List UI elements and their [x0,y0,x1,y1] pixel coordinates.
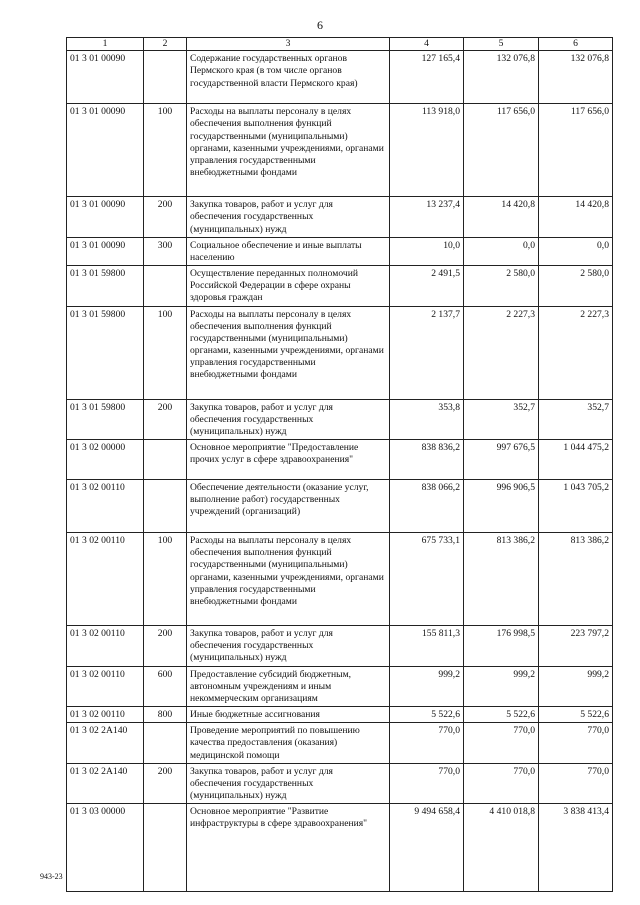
row-code: 01 3 03 00000 [67,804,144,892]
row-name: Расходы на выплаты персоналу в целях обеспечения выполнения функций государственными (муниципальными) органами, казенными учреждениями, органами управления государственными внебюджетными фондами [187,533,390,626]
row-code: 01 3 01 59800 [67,306,144,399]
header-col-4: 4 [390,38,464,51]
row-type [144,440,187,480]
row-value-4: 838 066,2 [390,480,464,533]
table-header-row [67,38,613,51]
row-name: Закупка товаров, работ и услуг для обеспечения государственных (муниципальных) нужд [187,626,390,667]
row-value-5: 4 410 018,8 [464,804,539,892]
row-value-6: 5 522,6 [539,707,613,723]
table-row [67,707,613,723]
row-code: 01 3 01 59800 [67,266,144,307]
row-name: Проведение мероприятий по повышению качества предоставления (оказания) медицинской помощи [187,723,390,764]
row-type: 100 [144,104,187,197]
row-value-5: 176 998,5 [464,626,539,667]
row-code: 01 3 02 2А140 [67,763,144,804]
row-value-4: 838 836,2 [390,440,464,480]
row-value-5: 770,0 [464,763,539,804]
row-value-6: 1 043 705,2 [539,480,613,533]
row-value-4: 2 137,7 [390,306,464,399]
row-value-5: 999,2 [464,666,539,707]
table-row [67,804,613,892]
row-value-5: 813 386,2 [464,533,539,626]
row-value-5: 996 906,5 [464,480,539,533]
table-row [67,237,613,265]
row-name: Закупка товаров, работ и услуг для обеспечения государственных (муниципальных) нужд [187,399,390,440]
table-row [67,197,613,238]
row-value-5: 0,0 [464,237,539,265]
row-value-6: 770,0 [539,723,613,764]
row-value-4: 5 522,6 [390,707,464,723]
row-name: Осуществление переданных полномочий Российской Федерации в сфере охраны здоровья граждан [187,266,390,307]
row-value-5: 352,7 [464,399,539,440]
row-value-6: 770,0 [539,763,613,804]
row-code: 01 3 02 00110 [67,707,144,723]
row-value-6: 1 044 475,2 [539,440,613,480]
row-name: Основное мероприятие "Предоставление прочих услуг в сфере здравоохранения" [187,440,390,480]
row-code: 01 3 02 00110 [67,480,144,533]
row-type: 300 [144,237,187,265]
row-value-6: 813 386,2 [539,533,613,626]
row-code: 01 3 01 00090 [67,197,144,238]
row-value-4: 770,0 [390,723,464,764]
row-type: 200 [144,399,187,440]
table-row [67,399,613,440]
row-code: 01 3 01 00090 [67,237,144,265]
row-value-6: 132 076,8 [539,51,613,104]
row-value-6: 14 420,8 [539,197,613,238]
row-value-4: 13 237,4 [390,197,464,238]
table-row [67,723,613,764]
row-value-4: 999,2 [390,666,464,707]
row-value-5: 2 227,3 [464,306,539,399]
row-code: 01 3 02 00110 [67,626,144,667]
table-row [67,51,613,104]
row-type: 200 [144,626,187,667]
table-row [67,763,613,804]
row-value-4: 127 165,4 [390,51,464,104]
header-col-5: 5 [464,38,539,51]
row-value-6: 999,2 [539,666,613,707]
table-row [67,104,613,197]
footer-code: 943-23 [40,872,63,881]
row-code: 01 3 01 00090 [67,51,144,104]
row-value-4: 353,8 [390,399,464,440]
row-value-4: 675 733,1 [390,533,464,626]
row-value-4: 10,0 [390,237,464,265]
budget-table [66,37,613,892]
row-name: Основное мероприятие "Развитие инфраструктуры в сфере здравоохранения" [187,804,390,892]
row-name: Содержание государственных органов Пермского края (в том числе органов государственной власти Пермского края) [187,51,390,104]
table-row [67,480,613,533]
row-code: 01 3 01 59800 [67,399,144,440]
row-name: Расходы на выплаты персоналу в целях обеспечения выполнения функций государственными (муниципальными) органами, казенными учреждениями, органами управления государственными внебюджетными фондами [187,306,390,399]
row-type: 200 [144,197,187,238]
header-col-1: 1 [67,38,144,51]
table-row [67,266,613,307]
row-code: 01 3 02 2А140 [67,723,144,764]
row-name: Обеспечение деятельности (оказание услуг, выполнение работ) государственных учреждений (организаций) [187,480,390,533]
row-name: Иные бюджетные ассигнования [187,707,390,723]
header-col-2: 2 [144,38,187,51]
header-col-3: 3 [187,38,390,51]
row-name: Предоставление субсидий бюджетным, автономным учреждениям и иным некоммерческим организациям [187,666,390,707]
row-value-5: 2 580,0 [464,266,539,307]
header-col-6: 6 [539,38,613,51]
table-row [67,533,613,626]
row-value-5: 117 656,0 [464,104,539,197]
row-name: Расходы на выплаты персоналу в целях обеспечения выполнения функций государственными (муниципальными) органами, казенными учреждениями, органами управления государственными внебюджетными фондами [187,104,390,197]
row-value-5: 5 522,6 [464,707,539,723]
row-value-4: 9 494 658,4 [390,804,464,892]
row-name: Закупка товаров, работ и услуг для обеспечения государственных (муниципальных) нужд [187,197,390,238]
table-row [67,306,613,399]
row-type: 800 [144,707,187,723]
row-name: Закупка товаров, работ и услуг для обеспечения государственных (муниципальных) нужд [187,763,390,804]
row-type: 100 [144,533,187,626]
row-type [144,723,187,764]
row-type [144,804,187,892]
page-number: 6 [317,18,323,32]
row-value-6: 2 580,0 [539,266,613,307]
row-value-6: 352,7 [539,399,613,440]
row-type: 100 [144,306,187,399]
row-value-6: 223 797,2 [539,626,613,667]
row-value-4: 155 811,3 [390,626,464,667]
row-type: 600 [144,666,187,707]
row-code: 01 3 01 00090 [67,104,144,197]
row-value-6: 117 656,0 [539,104,613,197]
table-row [67,626,613,667]
row-code: 01 3 02 00000 [67,440,144,480]
table-row [67,440,613,480]
row-type [144,51,187,104]
row-value-5: 997 676,5 [464,440,539,480]
row-value-5: 132 076,8 [464,51,539,104]
row-type [144,266,187,307]
row-value-4: 770,0 [390,763,464,804]
row-value-4: 113 918,0 [390,104,464,197]
row-value-4: 2 491,5 [390,266,464,307]
row-name: Социальное обеспечение и иные выплаты населению [187,237,390,265]
row-value-5: 14 420,8 [464,197,539,238]
row-code: 01 3 02 00110 [67,533,144,626]
row-type: 200 [144,763,187,804]
row-value-6: 0,0 [539,237,613,265]
row-value-6: 3 838 413,4 [539,804,613,892]
row-value-5: 770,0 [464,723,539,764]
row-value-6: 2 227,3 [539,306,613,399]
table-row [67,666,613,707]
row-type [144,480,187,533]
row-code: 01 3 02 00110 [67,666,144,707]
